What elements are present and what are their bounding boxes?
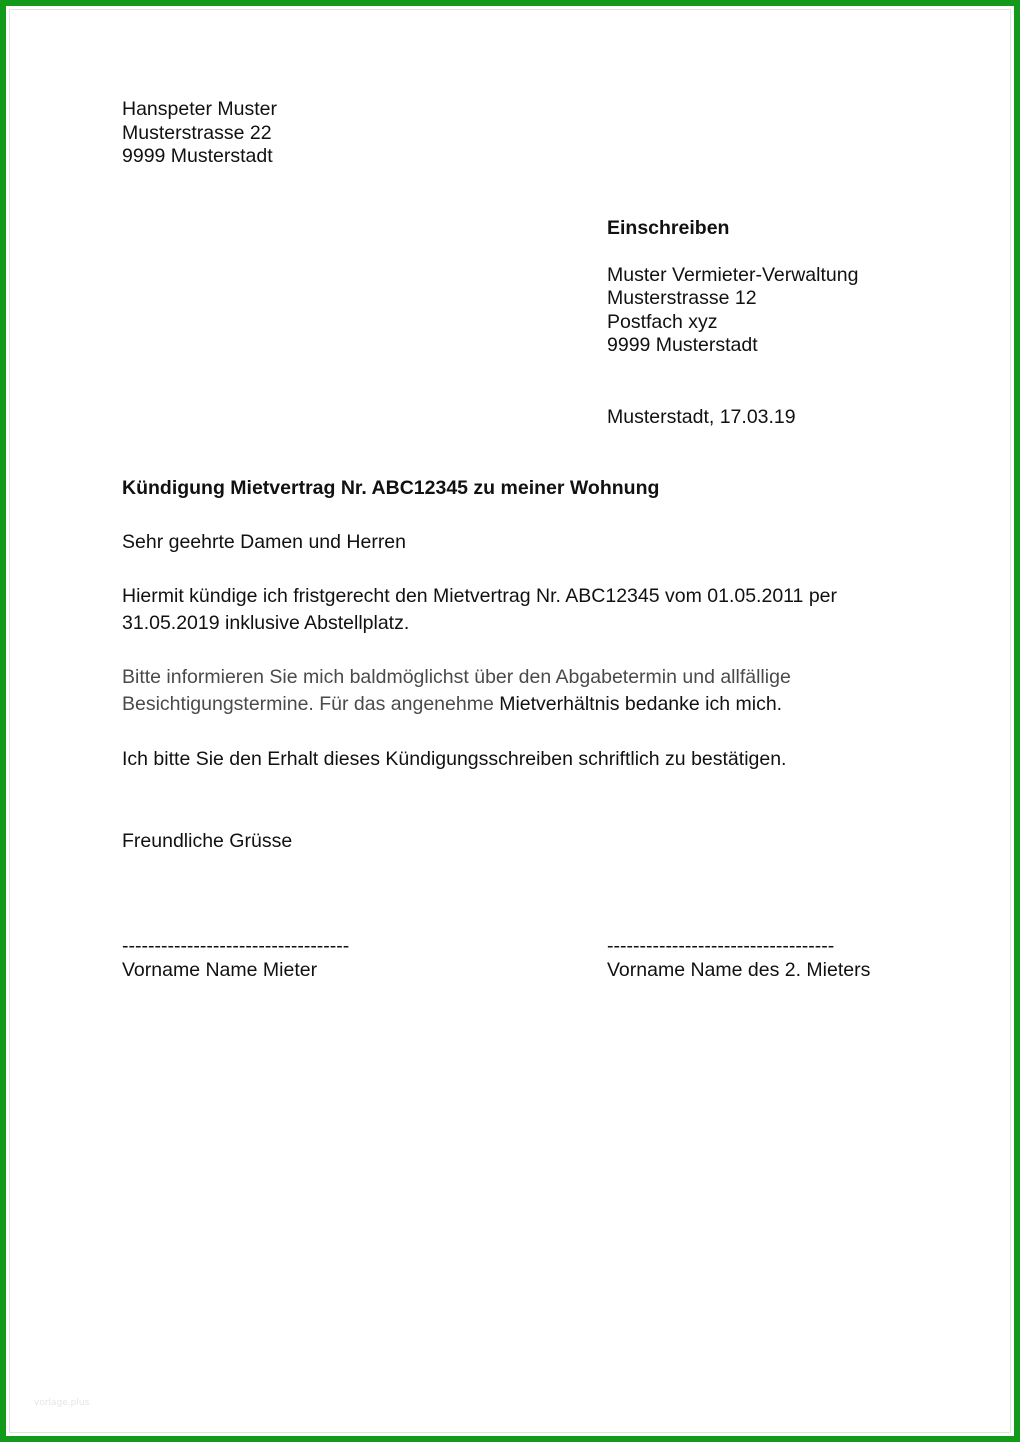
paragraph-appointment-line2-part1: Besichtigungstermine. Für das angenehme [122,693,500,715]
paragraph-appointment-line1: Bitte informieren Sie mich baldmöglichst über den Abgabetermin und allfällige [122,666,791,688]
signature-name-left: Vorname Name Mieter [122,959,318,981]
paragraph-confirmation: Ich bitte Sie den Erhalt dieses Kündigungsschreiben schriftlich zu bestätigen. [122,748,787,770]
sender-name: Hanspeter Muster [122,98,277,120]
paragraph-appointment-line2 [122,693,782,717]
recipient-name: Muster Vermieter-Verwaltung [607,264,859,286]
signature-line-left: ----------------------------------- [122,935,350,957]
watermark: vorlage.plus [34,1398,90,1408]
sender-city: 9999 Musterstadt [122,145,273,167]
paragraph-appointment-line2-part2: Mietverhältnis bedanke ich mich. [499,693,783,715]
recipient-city: 9999 Musterstadt [607,334,758,356]
sender-street: Musterstrasse 22 [122,122,272,144]
signature-line-right: ----------------------------------- [607,935,835,957]
closing: Freundliche Grüsse [122,830,293,852]
salutation: Sehr geehrte Damen und Herren [122,531,406,553]
paragraph-termination-line2: 31.05.2019 inklusive Abstellplatz. [122,612,410,634]
place-date: Musterstadt, 17.03.19 [607,406,796,428]
paragraph-termination-line1: Hiermit kündige ich fristgerecht den Mietvertrag Nr. ABC12345 vom 01.05.2011 per [122,585,838,607]
signature-name-right: Vorname Name des 2. Mieters [607,959,871,981]
recipient-street: Musterstrasse 12 [607,287,757,309]
letter-subject: Kündigung Mietvertrag Nr. ABC12345 zu meiner Wohnung [122,477,660,499]
recipient-postbox: Postfach xyz [607,311,718,333]
delivery-type: Einschreiben [607,217,730,239]
page-inner-border [9,9,1011,1433]
